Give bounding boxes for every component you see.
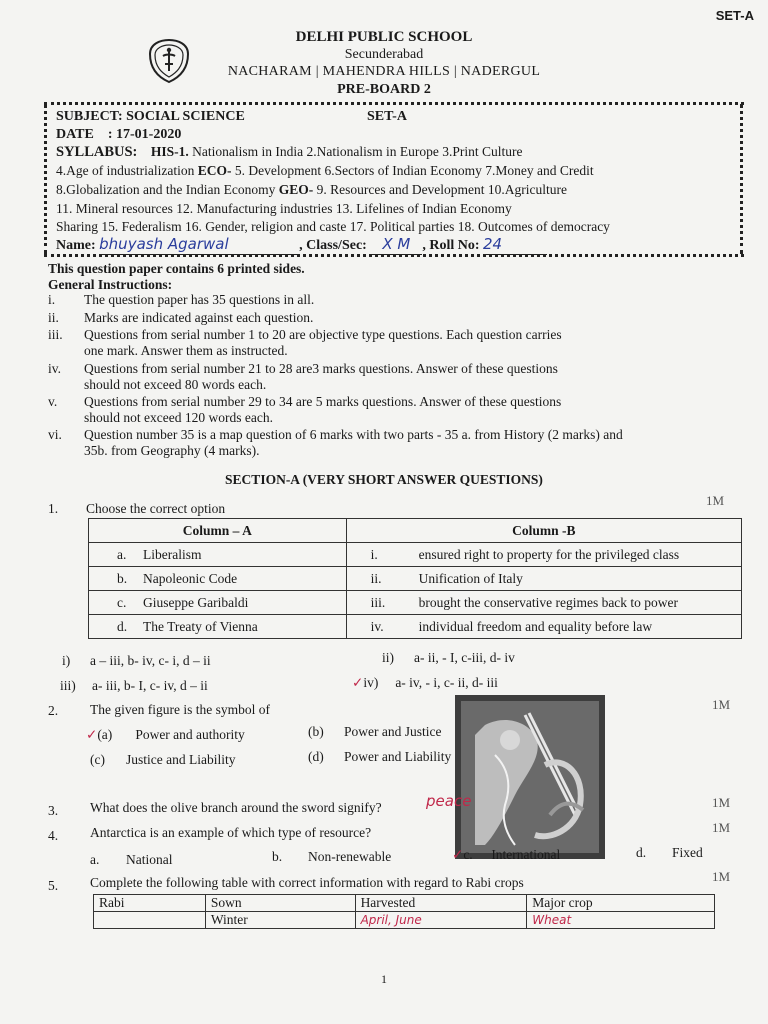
instruction-i: i. The question paper has 35 questions in all. bbox=[48, 292, 315, 307]
column-a-cell: a. Liberalism bbox=[89, 543, 347, 567]
dotted-border-top bbox=[44, 102, 744, 105]
table-row bbox=[89, 543, 742, 567]
q2-text: The given figure is the symbol of bbox=[90, 702, 270, 717]
column-a-cell: d. The Treaty of Vienna bbox=[89, 615, 347, 639]
table-header-row bbox=[94, 895, 715, 912]
q3-number: 3. bbox=[48, 803, 59, 818]
instruction-vi-cont: 35b. from Geography (4 marks). bbox=[84, 443, 260, 458]
table-row bbox=[89, 615, 742, 639]
q3-handwritten-answer: peace bbox=[426, 792, 472, 810]
instruction-v-cont: should not exceed 120 words each. bbox=[84, 410, 273, 425]
justice-symbol-figure bbox=[455, 695, 605, 859]
q5-number: 5. bbox=[48, 878, 59, 893]
tick-mark-icon: ✓ bbox=[352, 675, 364, 691]
q5-rabi-table bbox=[93, 894, 715, 929]
syllabus-line-4: 11. Mineral resources 12. Manufacturing industries 13. Lifelines of Indian Economy bbox=[56, 201, 512, 216]
school-name: DELHI PUBLIC SCHOOL bbox=[295, 29, 473, 45]
q2-option-a: ✓(a) Power and authority bbox=[86, 727, 245, 743]
q1-option-iii: iii) a- iii, b- I, c- iv, d – ii bbox=[60, 678, 208, 693]
syllabus-line-1: SYLLABUS: HIS-1. Nationalism in India 2.Nationalism in Europe 3.Print Culture bbox=[56, 144, 523, 160]
q4-text: Antarctica is an example of which type of resource? bbox=[90, 825, 372, 840]
table-header-row bbox=[89, 519, 742, 543]
tick-mark-icon: ✓ bbox=[86, 727, 98, 743]
q1-text: Choose the correct option bbox=[86, 501, 226, 516]
q3-text: What does the olive branch around the sword signify? bbox=[90, 800, 382, 815]
q1-match-table bbox=[88, 518, 742, 639]
tick-mark-icon: ✓ bbox=[452, 847, 464, 863]
page-number: 1 bbox=[381, 972, 387, 986]
subject-line: SUBJECT: SOCIAL SCIENCE bbox=[56, 109, 245, 124]
table-row bbox=[89, 567, 742, 591]
student-name: bhuyash Agarwal bbox=[99, 235, 229, 253]
q2-marks: 1M bbox=[712, 697, 731, 712]
q4-option-b: b. Non-renewable bbox=[272, 849, 392, 864]
column-a-cell: b. Napoleonic Code bbox=[89, 567, 347, 591]
q1-option-ii: ii) a- ii, - I, c-iii, d- iv bbox=[382, 650, 515, 665]
harvested-cell: April, June bbox=[355, 912, 527, 929]
q1-option-i: i) a – iii, b- iv, c- i, d – ii bbox=[62, 653, 211, 668]
sown-cell: Winter bbox=[205, 912, 355, 929]
q4-option-d: d. Fixed bbox=[636, 845, 703, 860]
instruction-iv-cont: should not exceed 80 words each. bbox=[84, 377, 267, 392]
table-row bbox=[94, 912, 715, 929]
q1-marks: 1M bbox=[706, 493, 725, 508]
q5-marks: 1M bbox=[712, 869, 731, 884]
school-branches: NACHARAM | MAHENDRA HILLS | NADERGUL bbox=[227, 64, 541, 79]
table-row bbox=[89, 591, 742, 615]
major-crop-header-cell: Major crop bbox=[527, 895, 715, 912]
q1-number: 1. bbox=[48, 501, 59, 516]
section-a-heading: SECTION-A (VERY SHORT ANSWER QUESTIONS) bbox=[225, 472, 543, 487]
syllabus-line-5: Sharing 15. Federalism 16. Gender, religion and caste 17. Political parties 18. Outcomes of democracy bbox=[56, 219, 610, 234]
column-b-cell: iii. brought the conservative regimes back to power bbox=[346, 591, 741, 615]
exam-title: PRE-BOARD 2 bbox=[337, 82, 431, 97]
q4-marks: 1M bbox=[712, 820, 731, 835]
column-b-cell: i. ensured right to property for the privileged class bbox=[346, 543, 741, 567]
column-a-cell: c. Giuseppe Garibaldi bbox=[89, 591, 347, 615]
q3-marks: 1M bbox=[712, 795, 731, 810]
instruction-ii: ii. Marks are indicated against each question. bbox=[48, 310, 314, 325]
rabi-cell bbox=[94, 912, 206, 929]
q2-number: 2. bbox=[48, 703, 59, 718]
q2-option-c: (c) Justice and Liability bbox=[90, 752, 236, 767]
date-line: DATE : 17-01-2020 bbox=[56, 127, 182, 142]
student-roll: 24 bbox=[483, 235, 503, 253]
syllabus-line-2: 4.Age of industrialization ECO- 5. Development 6.Sectors of Indian Economy 7.Money and Credit bbox=[56, 163, 594, 178]
syllabus-line-3: 8.Globalization and the Indian Economy GEO- 9. Resources and Development 10.Agriculture bbox=[56, 182, 568, 197]
instruction-vi: vi. Question number 35 is a map question of 6 marks with two parts - 35 a. from History (2 marks) and bbox=[48, 427, 623, 442]
dotted-border-right bbox=[740, 104, 743, 254]
student-class: X M bbox=[382, 235, 411, 253]
printed-sides-note: This question paper contains 6 printed sides. bbox=[48, 261, 305, 276]
column-b-cell: ii. Unification of Italy bbox=[346, 567, 741, 591]
q1-option-iv: ✓iv) a- iv, - i, c- ii, d- iii bbox=[352, 675, 498, 691]
column-a-header: Column – A bbox=[89, 519, 347, 543]
harvested-header-cell: Harvested bbox=[355, 895, 527, 912]
instruction-iii: iii. Questions from serial number 1 to 20 are objective type questions. Each question carries bbox=[48, 327, 562, 342]
column-b-header: Column -B bbox=[346, 519, 741, 543]
set-label-corner: SET-A bbox=[715, 8, 754, 23]
school-city: Secunderabad bbox=[344, 47, 424, 62]
dotted-border-left bbox=[44, 104, 47, 254]
instruction-v: v. Questions from serial number 29 to 34 are 5 marks questions. Answer of these questions bbox=[48, 394, 562, 409]
q4-option-a: a. National bbox=[90, 852, 173, 867]
q4-number: 4. bbox=[48, 828, 59, 843]
q2-option-b: (b) Power and Justice bbox=[308, 724, 442, 739]
q4-option-c: ✓c. International bbox=[452, 847, 561, 863]
q5-text: Complete the following table with correct information with regard to Rabi crops bbox=[90, 875, 524, 890]
instruction-iii-cont: one mark. Answer them as instructed. bbox=[84, 343, 288, 358]
sown-header-cell: Sown bbox=[205, 895, 355, 912]
instructions-title: General Instructions: bbox=[48, 277, 173, 292]
q2-option-d: (d) Power and Liability bbox=[308, 749, 452, 764]
student-line: Name: bhuyash Agarwal , Class/Sec: X M , Roll No: 24 bbox=[56, 235, 547, 255]
rabi-header-cell: Rabi bbox=[94, 895, 206, 912]
column-b-cell: iv. individual freedom and equality before law bbox=[346, 615, 741, 639]
major-crop-cell: Wheat bbox=[527, 912, 715, 929]
set-label: SET-A bbox=[367, 109, 407, 124]
instruction-iv: iv. Questions from serial number 21 to 28 are3 marks questions. Answer of these questions bbox=[48, 361, 558, 376]
